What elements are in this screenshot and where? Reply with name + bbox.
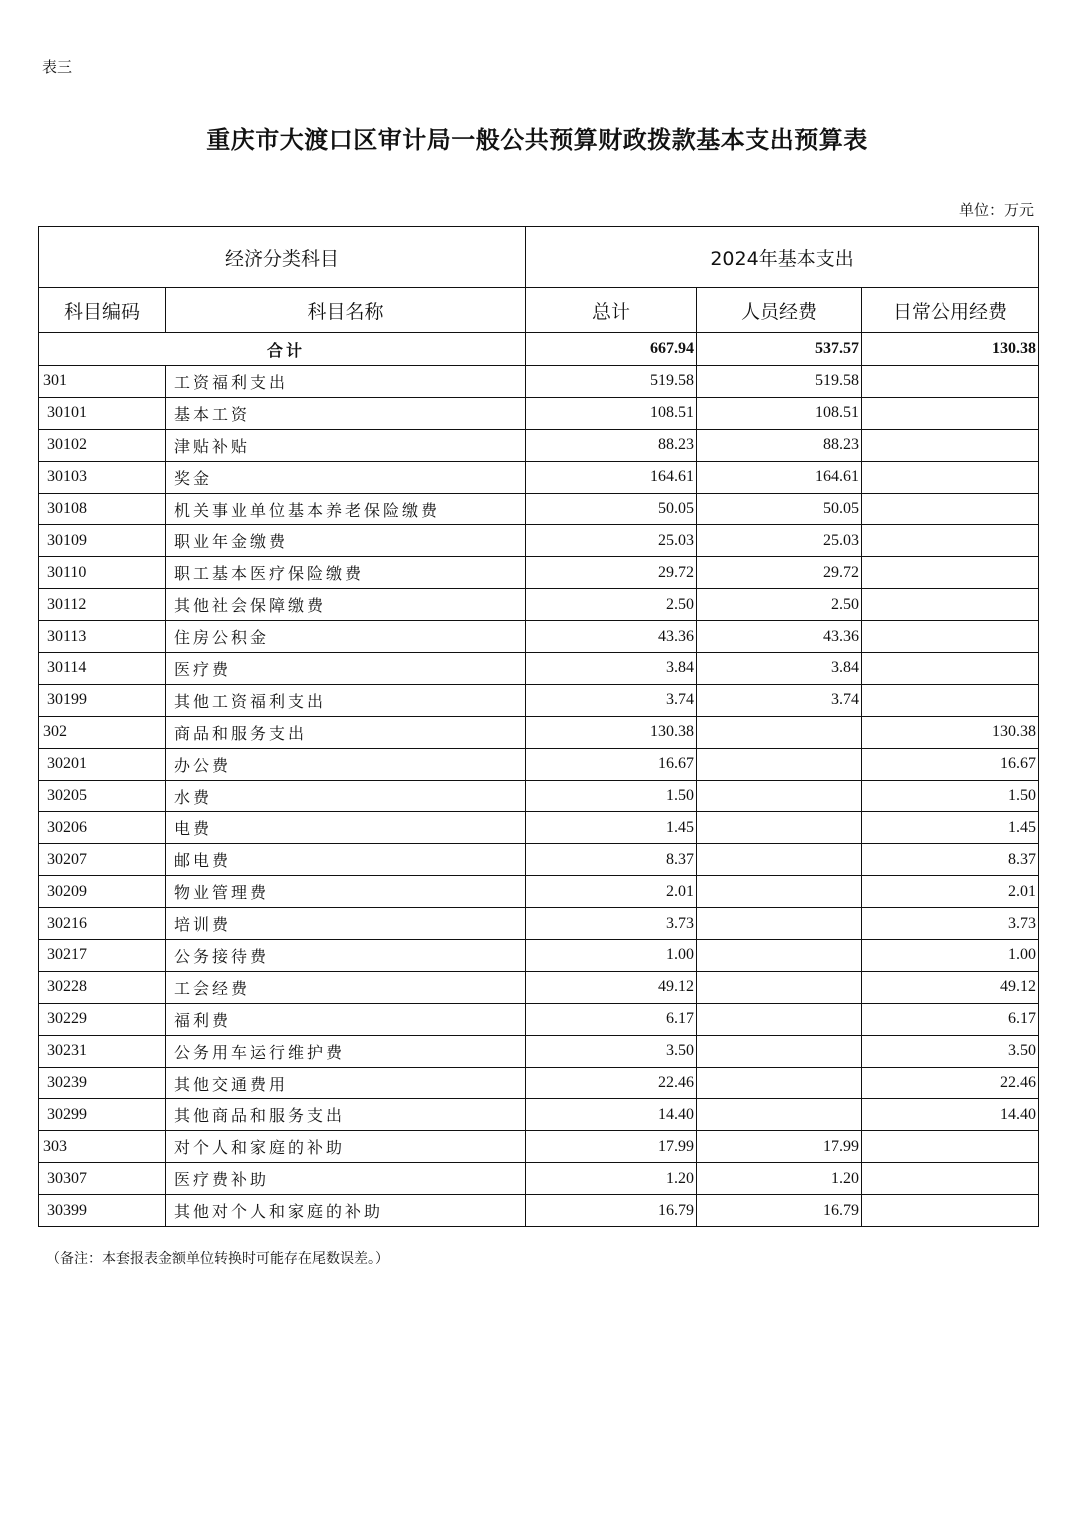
row-public: 8.37	[862, 844, 1039, 876]
row-personnel: 3.74	[697, 684, 862, 716]
row-total: 43.36	[526, 621, 697, 653]
table-row	[39, 1099, 1039, 1131]
row-code: 30201	[39, 748, 166, 780]
row-public	[862, 1163, 1039, 1195]
row-public	[862, 684, 1039, 716]
row-name: 机关事业单位基本养老保险缴费	[166, 493, 526, 525]
row-personnel	[697, 716, 862, 748]
row-public	[862, 557, 1039, 589]
row-code: 30229	[39, 1003, 166, 1035]
table-row	[39, 461, 1039, 493]
row-public: 1.00	[862, 940, 1039, 972]
row-total: 164.61	[526, 461, 697, 493]
row-public	[862, 461, 1039, 493]
row-code: 30205	[39, 780, 166, 812]
table-row	[39, 1035, 1039, 1067]
table-row	[39, 653, 1039, 685]
row-name: 办公费	[166, 748, 526, 780]
table-row	[39, 525, 1039, 557]
row-personnel: 3.84	[697, 653, 862, 685]
row-public: 14.40	[862, 1099, 1039, 1131]
table-row	[39, 940, 1039, 972]
row-code: 30216	[39, 908, 166, 940]
row-name: 培训费	[166, 908, 526, 940]
row-public	[862, 1131, 1039, 1163]
table-row	[39, 748, 1039, 780]
table-number-label: 表三	[42, 58, 73, 76]
row-total: 22.46	[526, 1067, 697, 1099]
table-row	[39, 812, 1039, 844]
row-name: 水费	[166, 780, 526, 812]
row-personnel: 88.23	[697, 429, 862, 461]
table-row	[39, 1163, 1039, 1195]
row-total: 3.84	[526, 653, 697, 685]
unit-label: 单位：万元	[958, 201, 1034, 219]
row-total: 130.38	[526, 716, 697, 748]
row-total: 14.40	[526, 1099, 697, 1131]
row-public	[862, 493, 1039, 525]
row-name: 其他交通费用	[166, 1067, 526, 1099]
row-code: 30217	[39, 940, 166, 972]
row-code: 30207	[39, 844, 166, 876]
row-public: 1.50	[862, 780, 1039, 812]
row-code: 303	[39, 1131, 166, 1163]
table-row	[39, 589, 1039, 621]
header-total: 总计	[526, 288, 697, 333]
row-name: 公务用车运行维护费	[166, 1035, 526, 1067]
row-total: 108.51	[526, 397, 697, 429]
row-name: 津贴补贴	[166, 429, 526, 461]
row-total: 1.20	[526, 1163, 697, 1195]
table-row	[39, 908, 1039, 940]
page-title: 重庆市大渡口区审计局一般公共预算财政拨款基本支出预算表	[206, 125, 868, 154]
row-personnel	[697, 1099, 862, 1131]
row-name: 邮电费	[166, 844, 526, 876]
table-row	[39, 557, 1039, 589]
footnote: （备注：本套报表金额单位转换时可能存在尾数误差。）	[46, 1251, 389, 1267]
row-name: 医疗费补助	[166, 1163, 526, 1195]
row-personnel	[697, 1003, 862, 1035]
row-total: 3.50	[526, 1035, 697, 1067]
row-code: 30110	[39, 557, 166, 589]
row-total: 88.23	[526, 429, 697, 461]
row-public	[862, 1195, 1039, 1227]
row-code: 30113	[39, 621, 166, 653]
row-public: 22.46	[862, 1067, 1039, 1099]
row-personnel	[697, 844, 862, 876]
row-personnel: 16.79	[697, 1195, 862, 1227]
row-name: 其他商品和服务支出	[166, 1099, 526, 1131]
row-code: 30103	[39, 461, 166, 493]
row-personnel: 29.72	[697, 557, 862, 589]
row-total: 25.03	[526, 525, 697, 557]
row-personnel	[697, 876, 862, 908]
row-total: 3.73	[526, 908, 697, 940]
table-row	[39, 429, 1039, 461]
total-row	[39, 333, 1039, 366]
row-total: 2.01	[526, 876, 697, 908]
row-personnel	[697, 908, 862, 940]
row-public	[862, 397, 1039, 429]
row-total: 1.00	[526, 940, 697, 972]
row-code: 30239	[39, 1067, 166, 1099]
row-total: 8.37	[526, 844, 697, 876]
row-public	[862, 366, 1039, 398]
row-personnel: 164.61	[697, 461, 862, 493]
total-label: 合计	[39, 333, 526, 366]
row-code: 301	[39, 366, 166, 398]
row-personnel: 50.05	[697, 493, 862, 525]
row-code: 30299	[39, 1099, 166, 1131]
row-personnel	[697, 940, 862, 972]
row-public: 49.12	[862, 971, 1039, 1003]
header-economic-classification: 经济分类科目	[39, 227, 526, 288]
row-personnel: 519.58	[697, 366, 862, 398]
table-row	[39, 1067, 1039, 1099]
row-code: 30108	[39, 493, 166, 525]
row-public: 3.73	[862, 908, 1039, 940]
table-row	[39, 1003, 1039, 1035]
row-total: 29.72	[526, 557, 697, 589]
row-code: 30114	[39, 653, 166, 685]
row-public: 3.50	[862, 1035, 1039, 1067]
row-code: 302	[39, 716, 166, 748]
row-name: 公务接待费	[166, 940, 526, 972]
table-row	[39, 1131, 1039, 1163]
row-personnel	[697, 812, 862, 844]
row-name: 职工基本医疗保险缴费	[166, 557, 526, 589]
row-personnel: 1.20	[697, 1163, 862, 1195]
row-personnel	[697, 748, 862, 780]
row-public: 2.01	[862, 876, 1039, 908]
row-total: 6.17	[526, 1003, 697, 1035]
table-row	[39, 716, 1039, 748]
row-personnel: 43.36	[697, 621, 862, 653]
row-name: 职业年金缴费	[166, 525, 526, 557]
row-name: 基本工资	[166, 397, 526, 429]
row-name: 奖金	[166, 461, 526, 493]
row-name: 工资福利支出	[166, 366, 526, 398]
header-code: 科目编码	[39, 288, 166, 333]
table-row	[39, 621, 1039, 653]
row-personnel: 2.50	[697, 589, 862, 621]
row-total: 2.50	[526, 589, 697, 621]
row-code: 30102	[39, 429, 166, 461]
row-name: 其他工资福利支出	[166, 684, 526, 716]
row-code: 30307	[39, 1163, 166, 1195]
row-name: 商品和服务支出	[166, 716, 526, 748]
row-personnel	[697, 1035, 862, 1067]
row-total: 16.67	[526, 748, 697, 780]
table-row	[39, 876, 1039, 908]
row-public	[862, 589, 1039, 621]
row-public: 16.67	[862, 748, 1039, 780]
table-row	[39, 844, 1039, 876]
row-public	[862, 525, 1039, 557]
row-code: 30112	[39, 589, 166, 621]
budget-table	[38, 226, 1039, 1227]
row-code: 30101	[39, 397, 166, 429]
row-name: 住房公积金	[166, 621, 526, 653]
total-value: 667.94	[526, 333, 697, 366]
row-personnel: 108.51	[697, 397, 862, 429]
header-personnel: 人员经费	[697, 288, 862, 333]
row-total: 16.79	[526, 1195, 697, 1227]
row-name: 物业管理费	[166, 876, 526, 908]
table-row	[39, 366, 1039, 398]
row-public	[862, 621, 1039, 653]
row-name: 其他社会保障缴费	[166, 589, 526, 621]
row-name: 福利费	[166, 1003, 526, 1035]
total-public: 130.38	[862, 333, 1039, 366]
row-name: 电费	[166, 812, 526, 844]
header-2024-basic-expenditure: 2024年基本支出	[526, 227, 1039, 288]
row-personnel: 25.03	[697, 525, 862, 557]
row-code: 30231	[39, 1035, 166, 1067]
table-row	[39, 780, 1039, 812]
table-row	[39, 493, 1039, 525]
row-personnel: 17.99	[697, 1131, 862, 1163]
row-code: 30209	[39, 876, 166, 908]
row-name: 对个人和家庭的补助	[166, 1131, 526, 1163]
table-row	[39, 1195, 1039, 1227]
table-row	[39, 684, 1039, 716]
row-total: 17.99	[526, 1131, 697, 1163]
row-code: 30228	[39, 971, 166, 1003]
row-personnel	[697, 1067, 862, 1099]
row-public	[862, 429, 1039, 461]
row-public: 6.17	[862, 1003, 1039, 1035]
total-personnel: 537.57	[697, 333, 862, 366]
table-row	[39, 971, 1039, 1003]
row-public: 1.45	[862, 812, 1039, 844]
row-code: 30109	[39, 525, 166, 557]
row-total: 3.74	[526, 684, 697, 716]
row-public	[862, 653, 1039, 685]
row-name: 医疗费	[166, 653, 526, 685]
row-name: 其他对个人和家庭的补助	[166, 1195, 526, 1227]
row-total: 519.58	[526, 366, 697, 398]
header-public: 日常公用经费	[862, 288, 1039, 333]
row-total: 49.12	[526, 971, 697, 1003]
row-public: 130.38	[862, 716, 1039, 748]
row-personnel	[697, 780, 862, 812]
row-total: 1.45	[526, 812, 697, 844]
table-row	[39, 397, 1039, 429]
row-code: 30199	[39, 684, 166, 716]
row-personnel	[697, 971, 862, 1003]
row-total: 50.05	[526, 493, 697, 525]
row-total: 1.50	[526, 780, 697, 812]
row-code: 30399	[39, 1195, 166, 1227]
header-name: 科目名称	[166, 288, 526, 333]
row-code: 30206	[39, 812, 166, 844]
row-name: 工会经费	[166, 971, 526, 1003]
